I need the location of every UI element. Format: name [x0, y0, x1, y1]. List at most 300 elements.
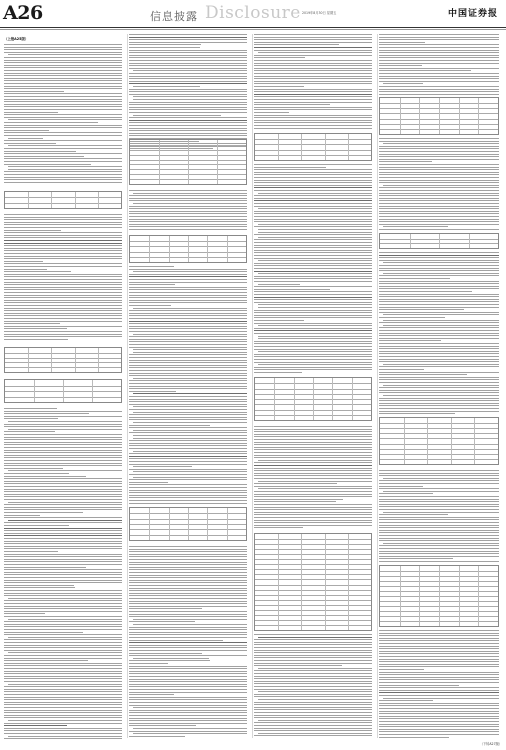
text-line: [379, 718, 499, 719]
text-line: [254, 226, 372, 227]
text-line: [4, 263, 122, 264]
column-divider: [127, 34, 128, 738]
text-line: [379, 392, 499, 393]
text-line: [379, 475, 499, 476]
text-line: [129, 284, 175, 285]
text-line: [254, 444, 372, 445]
text-line: [379, 724, 499, 725]
text-line: [379, 379, 499, 380]
text-line: [254, 86, 304, 87]
text-line: [254, 167, 326, 168]
text-line: [4, 590, 122, 591]
data-table: [129, 139, 247, 185]
text-line: [129, 313, 247, 314]
text-line: [379, 219, 499, 220]
text-line: [4, 73, 122, 74]
text-line: [383, 543, 499, 544]
text-line: [379, 506, 499, 507]
text-line: [254, 169, 372, 170]
text-line: [254, 63, 372, 64]
text-line: [254, 486, 372, 487]
text-line: [254, 96, 372, 97]
text-line: [4, 509, 122, 510]
text-line: [4, 715, 122, 716]
text-line: [129, 479, 247, 480]
text-line: [379, 514, 448, 515]
data-table: [129, 235, 247, 263]
text-line: [4, 528, 122, 529]
text-line: [379, 208, 499, 209]
text-line: [129, 500, 247, 501]
text-line: [254, 102, 372, 103]
text-line: [4, 109, 122, 110]
text-line: [129, 305, 171, 306]
text-line: [379, 203, 499, 204]
table-column-rule: [348, 534, 349, 630]
text-line: [4, 478, 122, 479]
text-line: [133, 477, 247, 478]
text-line: [4, 217, 122, 218]
text-line: [4, 151, 76, 152]
data-table: [379, 565, 499, 627]
text-line: [129, 274, 247, 275]
text-line: [133, 406, 247, 407]
text-line: [4, 80, 122, 81]
text-line: [4, 132, 122, 133]
text-line: [4, 486, 122, 487]
text-line: [254, 177, 372, 178]
text-line: [4, 543, 122, 544]
text-line: [133, 99, 247, 100]
text-line: [4, 65, 122, 66]
text-line: [379, 382, 499, 383]
text-line: [379, 291, 472, 292]
text-line: [129, 725, 196, 726]
text-line: [254, 673, 372, 674]
table-column-rule: [301, 134, 302, 160]
text-line: [4, 52, 122, 53]
text-line: [254, 289, 330, 290]
text-line: [129, 310, 247, 311]
text-line: [129, 107, 247, 108]
text-line: [379, 677, 499, 678]
text-line: [4, 323, 60, 324]
text-line: [254, 203, 372, 204]
text-line: [4, 676, 122, 677]
text-line: [129, 642, 247, 643]
text-line: [129, 443, 247, 444]
text-line: [4, 707, 122, 708]
text-line: [129, 580, 247, 581]
text-line: [129, 130, 247, 131]
text-line: [4, 140, 122, 141]
text-line: [4, 603, 122, 604]
table-column-rule: [301, 534, 302, 630]
text-line: [379, 70, 471, 71]
text-line: [4, 556, 122, 557]
text-line: [379, 538, 499, 539]
text-line: [379, 359, 499, 360]
text-line: [4, 114, 122, 115]
text-line: [258, 338, 372, 339]
text-line: [379, 169, 499, 170]
text-line: [129, 650, 247, 651]
text-line: [4, 308, 122, 309]
text-line: [4, 300, 122, 301]
text-line: [254, 647, 372, 648]
table-row-rule: [255, 549, 371, 550]
text-line: [258, 325, 372, 326]
text-line: [379, 224, 499, 225]
text-line: [129, 456, 247, 457]
text-line: [4, 44, 122, 45]
text-line: [254, 447, 372, 448]
text-line: [4, 551, 58, 552]
table-column-rule: [188, 140, 189, 184]
text-line: [8, 119, 122, 120]
text-line: [4, 702, 122, 703]
text-line: [379, 729, 499, 730]
text-line: [254, 198, 372, 199]
text-line: [129, 226, 247, 227]
text-line: [379, 545, 499, 546]
text-line: [129, 362, 247, 363]
text-line: [129, 697, 247, 698]
text-line: [258, 351, 372, 352]
text-line: [254, 663, 372, 664]
text-line: [254, 455, 372, 456]
text-line: [254, 320, 304, 321]
text-line: [379, 57, 499, 58]
text-line: [379, 734, 499, 735]
text-line: [133, 115, 221, 116]
text-line: [129, 211, 247, 212]
text-line: [4, 522, 122, 523]
text-line: [4, 99, 122, 100]
text-line: [254, 470, 372, 471]
table-row-rule: [255, 590, 371, 591]
text-line: [8, 54, 122, 55]
text-line: [254, 83, 372, 84]
table-row-rule: [255, 544, 371, 545]
text-line: [254, 665, 342, 666]
text-line: [4, 681, 122, 682]
text-line: [379, 483, 499, 484]
text-line: [379, 504, 499, 505]
text-line: [129, 598, 247, 599]
text-line: [4, 243, 122, 244]
text-line: [379, 548, 499, 549]
text-line: [254, 265, 372, 266]
text-line: [4, 318, 122, 319]
data-table: [254, 377, 372, 421]
table-row-rule: [380, 428, 498, 429]
text-line: [383, 314, 499, 315]
text-line: [4, 271, 71, 272]
text-line: [254, 109, 372, 110]
text-line: [4, 276, 122, 277]
article-columns: [4, 34, 502, 740]
table-row-rule: [255, 615, 371, 616]
text-line: [129, 318, 247, 319]
table-row-rule: [380, 423, 498, 424]
text-line: [4, 491, 122, 492]
text-line: [129, 469, 247, 470]
text-line: [4, 88, 122, 89]
text-line: [129, 632, 247, 633]
text-line: [129, 679, 247, 680]
text-line: [129, 37, 247, 38]
text-line: [379, 154, 499, 155]
table-column-rule: [474, 418, 475, 464]
text-line: [8, 619, 122, 620]
text-line: [133, 451, 247, 452]
text-line: [379, 63, 499, 64]
text-line: [129, 723, 247, 724]
text-line: [4, 248, 122, 249]
text-line: [379, 78, 499, 79]
text-line: [133, 271, 247, 272]
text-line: [129, 590, 247, 591]
text-line: [4, 629, 122, 630]
text-line: [4, 600, 122, 601]
text-line: [133, 422, 247, 423]
text-line: [258, 720, 372, 721]
table-column-rule: [400, 566, 401, 626]
issue-date: 2019年8月30日 星期五: [302, 11, 337, 15]
text-line: [8, 429, 122, 430]
text-line: [4, 253, 122, 254]
text-line: [4, 548, 122, 549]
table-column-rule: [159, 140, 160, 184]
text-line: [129, 575, 247, 576]
text-line: [379, 731, 499, 732]
text-line: [379, 659, 499, 660]
text-line: [4, 295, 122, 296]
text-line: [4, 546, 122, 547]
text-line: [379, 630, 499, 631]
table-column-rule: [274, 378, 275, 420]
text-line: [383, 273, 499, 274]
text-line: [254, 57, 305, 58]
text-line: [133, 619, 247, 620]
text-line: [254, 115, 372, 116]
text-line: [4, 634, 122, 635]
text-line: [254, 431, 372, 432]
table-column-rule: [217, 140, 218, 184]
text-line: [8, 520, 122, 521]
text-line: [379, 283, 499, 284]
text-line: [254, 117, 372, 118]
text-line: [129, 83, 247, 84]
text-line: [379, 265, 499, 266]
text-line: [133, 378, 247, 379]
table-column-rule: [478, 98, 479, 134]
text-line: [129, 551, 247, 552]
text-line: [254, 712, 372, 713]
table-column-rule: [98, 192, 99, 208]
text-line: [4, 686, 122, 687]
text-line: [254, 722, 372, 723]
text-line: [4, 569, 122, 570]
text-line: [258, 637, 372, 638]
table-row-rule: [380, 438, 498, 439]
text-line: [379, 721, 499, 722]
text-line: [4, 504, 122, 505]
text-line: [133, 334, 247, 335]
text-line: [379, 146, 499, 147]
text-line: [254, 343, 372, 344]
text-line: [129, 65, 247, 66]
text-line: [129, 668, 247, 669]
text-line: [4, 517, 122, 518]
text-line: [129, 720, 247, 721]
text-line: [379, 304, 499, 305]
text-line: [254, 50, 372, 51]
text-line: [4, 512, 83, 513]
text-line: [254, 89, 372, 90]
text-line: [4, 585, 74, 586]
table-column-rule: [469, 234, 470, 248]
data-table: [4, 347, 122, 373]
table-column-rule: [419, 566, 420, 626]
text-line: [254, 216, 372, 217]
text-line: [383, 491, 499, 492]
text-line: [129, 73, 247, 74]
text-line: [254, 725, 372, 726]
text-line: [4, 219, 122, 220]
text-line: [4, 564, 122, 565]
text-line: [379, 517, 499, 518]
text-line: [254, 670, 372, 671]
text-line: [379, 255, 499, 256]
text-line: [254, 501, 336, 502]
text-line: [258, 364, 372, 365]
text-line: [129, 370, 247, 371]
text-line: [4, 658, 122, 659]
text-line: [379, 535, 499, 536]
column-divider: [252, 34, 253, 738]
text-line: [379, 180, 499, 181]
text-line: [379, 646, 499, 647]
text-line: [4, 697, 122, 698]
text-line: [129, 128, 247, 129]
table-row-rule: [255, 554, 371, 555]
text-line: [379, 159, 499, 160]
text-line: [129, 647, 247, 648]
text-line: [254, 185, 372, 186]
text-line: [129, 595, 247, 596]
text-line: [4, 494, 122, 495]
text-line: [129, 503, 247, 504]
text-line: [379, 47, 499, 48]
table-column-rule: [439, 98, 440, 134]
text-line: [8, 684, 122, 685]
text-line: [129, 133, 247, 134]
text-line: [129, 608, 202, 609]
text-line: [4, 665, 122, 666]
text-line: [4, 336, 122, 337]
text-line: [258, 208, 372, 209]
text-line: [8, 470, 122, 471]
text-line: [129, 198, 247, 199]
text-line: [4, 266, 122, 267]
text-line: [133, 435, 247, 436]
text-line: [133, 86, 200, 87]
text-line: [129, 295, 247, 296]
text-line: [379, 296, 499, 297]
text-line: [379, 708, 499, 709]
text-line: [4, 224, 122, 225]
text-line: [133, 193, 247, 194]
text-line: [254, 702, 372, 703]
text-line: [379, 268, 499, 269]
text-line: [254, 195, 372, 196]
text-line: [4, 457, 122, 458]
text-line: [379, 413, 455, 414]
text-line: [379, 674, 499, 675]
text-line: [254, 107, 372, 108]
text-line: [129, 102, 247, 103]
text-line: [258, 699, 372, 700]
table-column-rule: [278, 534, 279, 630]
text-line: [129, 135, 247, 136]
table-column-rule: [28, 192, 29, 208]
text-line: [4, 447, 122, 448]
table-column-rule: [325, 534, 326, 630]
text-line: [129, 671, 247, 672]
text-line: [129, 611, 247, 612]
text-line: [129, 546, 247, 547]
text-line: [379, 312, 499, 313]
text-line: [379, 86, 499, 87]
text-line: [129, 109, 247, 110]
text-line: [258, 481, 372, 482]
text-line: [133, 393, 247, 394]
text-line: [379, 390, 499, 391]
text-line: [254, 367, 372, 368]
text-line: [129, 616, 247, 617]
text-line: [379, 206, 499, 207]
text-line: [379, 369, 424, 370]
text-line: [129, 559, 247, 560]
text-line: [4, 413, 89, 414]
header-rule-thin: [0, 29, 506, 30]
text-line: [254, 200, 372, 201]
text-line: [254, 683, 372, 684]
text-line: [254, 494, 372, 495]
text-line: [379, 281, 499, 282]
text-line: [379, 307, 499, 308]
text-line: [129, 549, 247, 550]
text-line: [129, 388, 247, 389]
text-line: [129, 464, 247, 465]
text-line: [8, 166, 122, 167]
text-line: [254, 496, 372, 497]
text-line: [254, 65, 372, 66]
text-line: [4, 712, 122, 713]
text-line: [254, 504, 372, 505]
text-line: [254, 213, 372, 214]
text-line: [383, 143, 499, 144]
text-line: [4, 135, 122, 136]
text-line: [379, 89, 499, 90]
text-line: [129, 125, 247, 126]
text-line: [129, 627, 247, 628]
text-line: [254, 465, 372, 466]
text-line: [254, 468, 372, 469]
text-line: [129, 104, 247, 105]
